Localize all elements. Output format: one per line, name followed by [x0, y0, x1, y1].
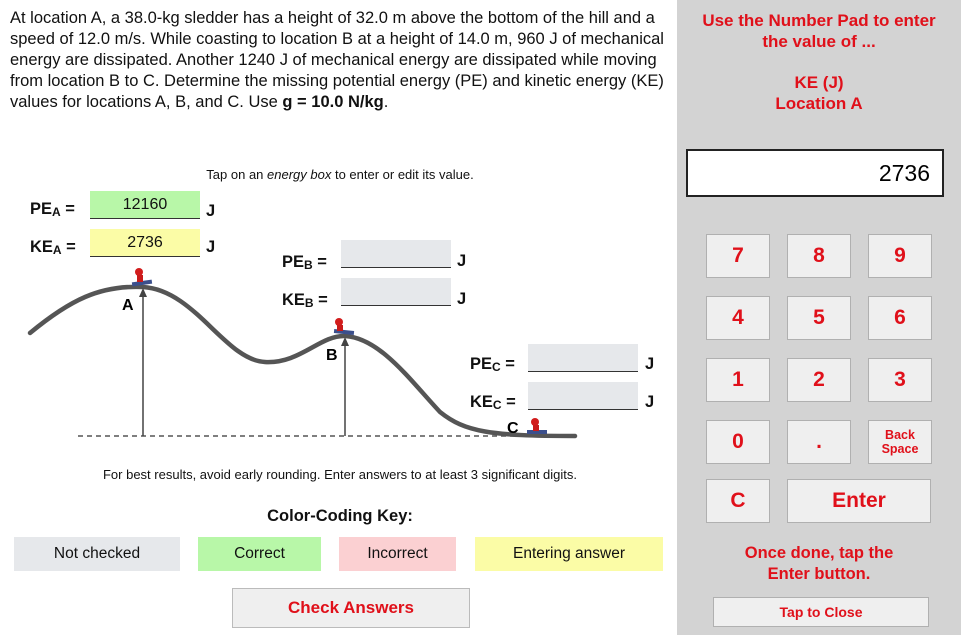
key-1-button[interactable]: 1: [706, 358, 770, 402]
key-correct: Correct: [198, 537, 321, 571]
instructions-text: Tap on an: [206, 167, 268, 182]
sledder-icon-c: [527, 418, 547, 434]
footer-line-1: Once done, tap the: [744, 544, 894, 562]
ke-c-label: $KE_C$ =: [470, 393, 516, 412]
instructions-emphasis: energy box: [267, 167, 332, 182]
decimal-point-button[interactable]: .: [787, 420, 851, 464]
key-6-button[interactable]: 6: [868, 296, 932, 340]
problem-statement: [10, 8, 670, 113]
pe-b-label: $PE_B$ =: [282, 253, 327, 272]
point-a-label: A: [122, 297, 134, 314]
ke-a-label: $KE_A$ =: [30, 238, 76, 257]
key-7-button[interactable]: 7: [706, 234, 770, 278]
sledder-icon-b: [334, 318, 354, 335]
sledder-icon-a: [132, 268, 152, 286]
target-location: Location A: [775, 94, 863, 113]
value-display: 2736: [686, 149, 944, 197]
problem-text: At location A, a 38.0-kg sledder has a height of 32.0 m above the bottom of the hill and a speed of 12.0 m/s. While coasting to location B at a height of 14.0 m, 960 J of mechanical energy are dissipated. Another 1240 J of mechanical energy are dissipated while moving from location B to C. Determine the missing potential energy (PE) and kinetic energy (KE) values for locations A, B, and C. Use: [10, 9, 664, 111]
key-not-checked: Not checked: [14, 537, 180, 571]
key-5-button[interactable]: 5: [787, 296, 851, 340]
key-9-button[interactable]: 9: [868, 234, 932, 278]
pe-b-box[interactable]: [341, 240, 451, 268]
problem-text-end: .: [383, 93, 389, 111]
ke-b-label: $KE_B$ =: [282, 291, 328, 310]
tap-to-close-button[interactable]: Tap to Close: [713, 597, 929, 627]
key-0-button[interactable]: 0: [706, 420, 770, 464]
number-pad-footer: [677, 543, 961, 585]
ke-a-box[interactable]: 2736: [90, 229, 200, 257]
target-quantity: KE (J): [794, 73, 844, 92]
backspace-label-1: Back: [885, 428, 915, 442]
gravity-value: g = 10.0 N/kg: [282, 93, 384, 111]
ke-c-unit: J: [645, 393, 655, 411]
footer-line-2: Enter button.: [767, 565, 871, 583]
check-answers-button[interactable]: Check Answers: [232, 588, 470, 628]
ke-a-unit: J: [206, 238, 216, 256]
key-3-button[interactable]: 3: [868, 358, 932, 402]
heading-line-2: the value of ...: [762, 32, 876, 51]
key-entering: Entering answer: [475, 537, 663, 571]
pe-a-unit: J: [206, 202, 216, 220]
key-4-button[interactable]: 4: [706, 296, 770, 340]
instructions-text-end: to enter or edit its value.: [331, 167, 474, 182]
pe-c-label: $PE_C$ =: [470, 355, 515, 374]
backspace-label-2: Space: [881, 442, 919, 456]
pe-c-unit: J: [645, 355, 655, 373]
key-8-button[interactable]: 8: [787, 234, 851, 278]
rounding-note: For best results, avoid early rounding. Enter answers to at least 3 significant digits.: [102, 467, 577, 482]
ke-c-box[interactable]: [528, 382, 638, 410]
pe-a-label: $PE_A$ =: [30, 200, 75, 219]
clear-button[interactable]: C: [706, 479, 770, 523]
hill-diagram: [0, 180, 680, 460]
backspace-button[interactable]: [868, 420, 932, 464]
pe-a-box[interactable]: 12160: [90, 191, 200, 219]
number-pad-panel: [677, 0, 961, 635]
ke-b-unit: J: [457, 290, 467, 308]
heading-line-1: Use the Number Pad to enter: [702, 11, 936, 30]
pe-c-box[interactable]: [528, 344, 638, 372]
key-incorrect: Incorrect: [339, 537, 456, 571]
ke-b-box[interactable]: [341, 278, 451, 306]
pe-b-unit: J: [457, 252, 467, 270]
color-key-title: Color-Coding Key:: [267, 507, 413, 525]
key-2-button[interactable]: 2: [787, 358, 851, 402]
number-pad-heading: [677, 10, 961, 114]
enter-button[interactable]: Enter: [787, 479, 931, 523]
point-b-label: B: [326, 347, 338, 364]
point-c-label: C: [507, 420, 519, 437]
